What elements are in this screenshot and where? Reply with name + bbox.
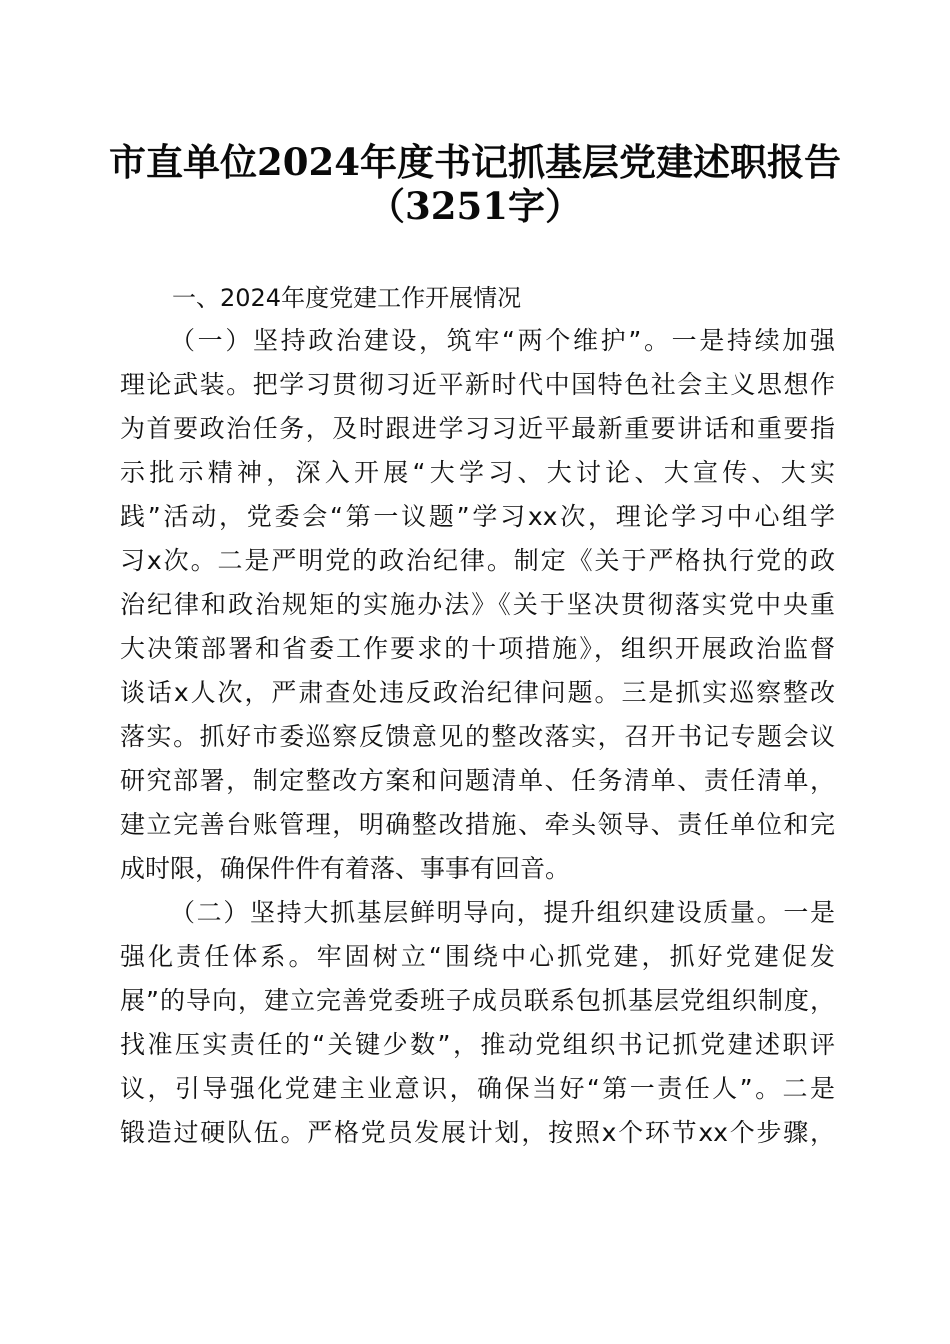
paragraph-line: 强化责任体系。牢固树立“围绕中心抓党建，抓好党建促发 [120,942,835,971]
paragraph-line: 治纪律和政治规矩的实施办法》《关于坚决贯彻落实党中央重 [120,590,835,619]
paragraph-line: （一）坚持政治建设，筑牢“两个维护”。一是持续加强 [170,326,835,355]
paragraph-line: 研究部署，制定整改方案和问题清单、任务清单、责任清单， [120,766,835,795]
paragraph-line: 理论武装。把学习贯彻习近平新时代中国特色社会主义思想作 [120,370,835,399]
section-heading: 一、2024年度党建工作开展情况 [172,284,522,312]
paragraph-line: 大决策部署和省委工作要求的十项措施》，组织开展政治监督 [120,634,835,663]
paragraph-line: 习x次。二是严明党的政治纪律。制定《关于严格执行党的政 [120,546,835,575]
paragraph-line: 建立完善台账管理，明确整改措施、牵头领导、责任单位和完 [120,810,835,839]
paragraph-line: 议，引导强化党建主业意识，确保当好“第一责任人”。二是 [120,1074,835,1103]
paragraph-line: 为首要政治任务，及时跟进学习习近平最新重要讲话和重要指 [120,414,835,443]
paragraph-line: 落实。抓好市委巡察反馈意见的整改落实，召开书记专题会议 [120,722,835,751]
paragraph-line: 践”活动，党委会“第一议题”学习xx次，理论学习中心组学 [120,502,835,531]
paragraph-line: （二）坚持大抓基层鲜明导向，提升组织建设质量。一是 [170,898,835,927]
paragraph-line: 成时限，确保件件有着落、事事有回音。 [120,854,571,883]
paragraph-line: 展”的导向，建立完善党委班子成员联系包抓基层党组织制度， [120,986,835,1015]
paragraph-line: 锻造过硬队伍。严格党员发展计划，按照x个环节xx个步骤， [120,1118,835,1147]
paragraph-line: 找准压实责任的“关键少数”，推动党组织书记抓党建述职评 [120,1030,835,1059]
document-title-wordcount: （3251字） [368,184,582,228]
paragraph-line: 示批示精神，深入开展“大学习、大讨论、大宣传、大实 [120,458,835,487]
document-title: 市直单位2024年度书记抓基层党建述职报告 [109,140,841,184]
paragraph-line: 谈话x人次，严肃查处违反政治纪律问题。三是抓实巡察整改 [120,678,835,707]
